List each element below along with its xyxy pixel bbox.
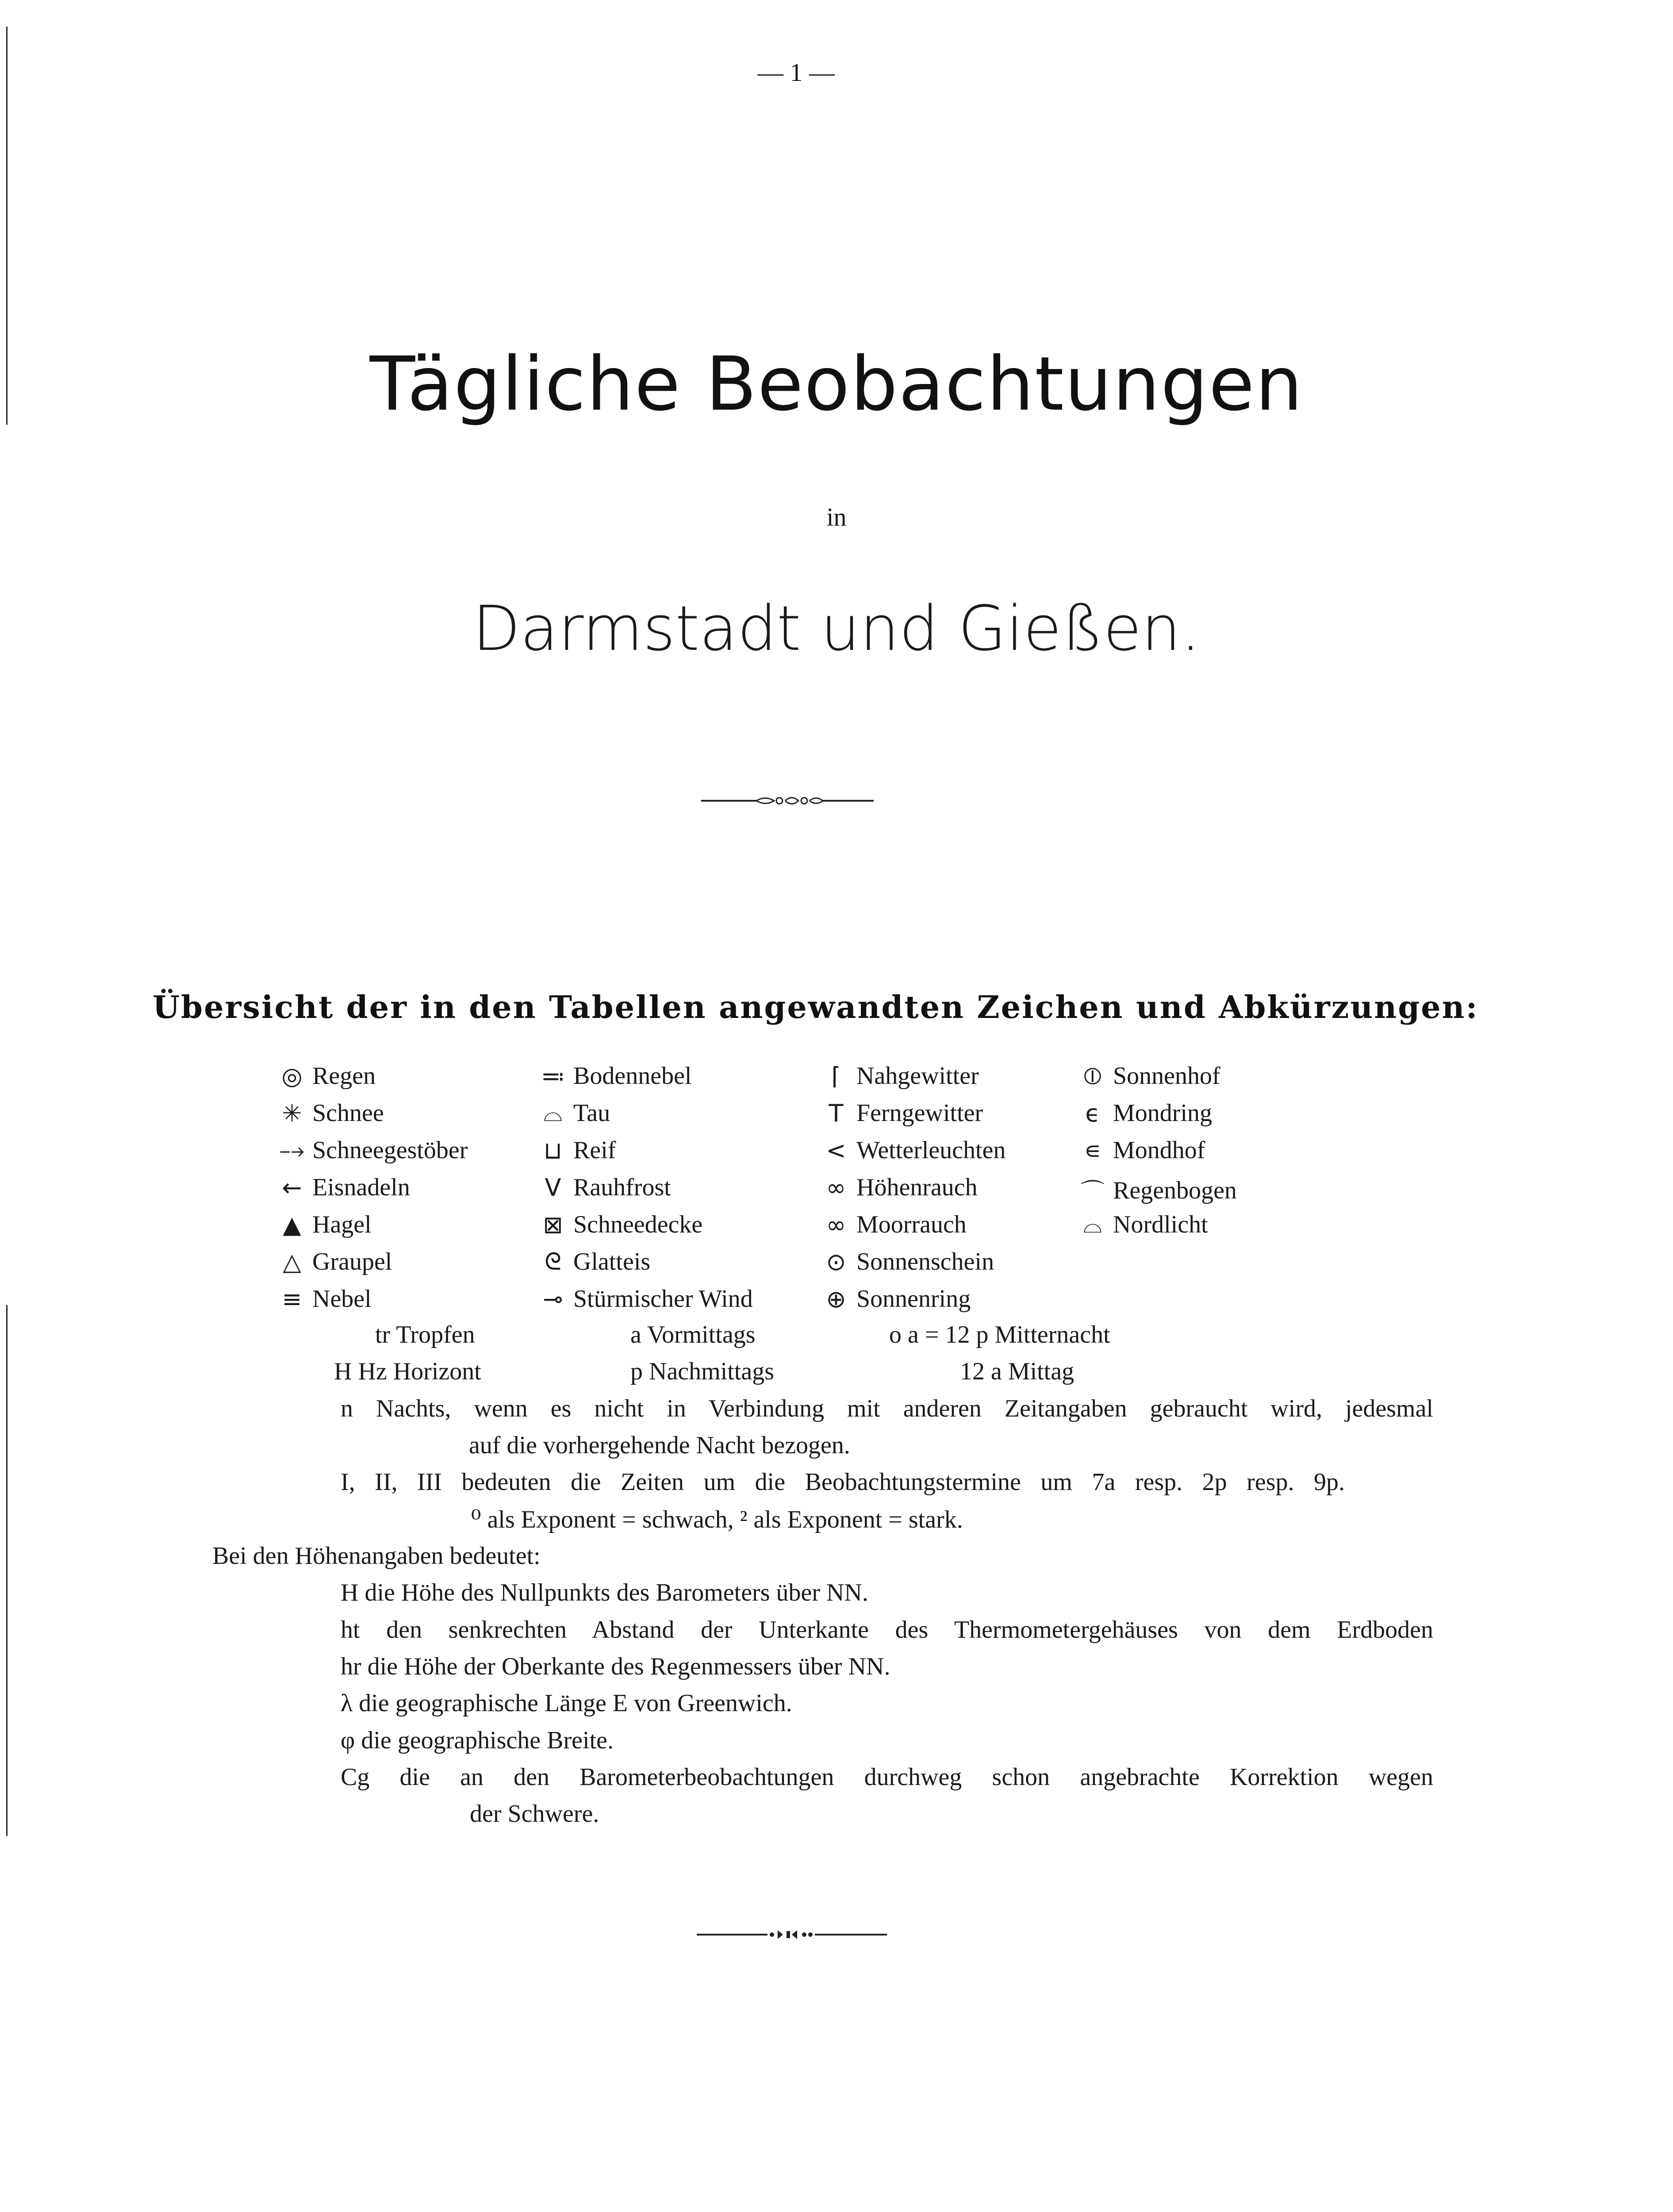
rime-icon: V (545, 1173, 561, 1202)
height-lambda: λ die geographische Länge E von Greenwich. (341, 1690, 792, 1717)
legend-entry (274, 1173, 410, 1202)
legend-entry (535, 1285, 753, 1313)
legend-label: Sonnenring (856, 1285, 971, 1313)
legend-entry (818, 1062, 979, 1090)
legend-entry (818, 1136, 1006, 1164)
height-cg-line1: Cg die an den Barometerbeobachtungen durchweg schon angebrachte Korrektion wegen (341, 1763, 1433, 1791)
ornament-divider (695, 1927, 889, 1943)
legend-label: Tau (573, 1099, 610, 1127)
legend-entry (1075, 1062, 1220, 1090)
title-connector: in (826, 503, 847, 531)
legend-entry (535, 1210, 702, 1239)
legend-label: Mondhof (1113, 1137, 1205, 1164)
legend-entry (1075, 1173, 1237, 1207)
height-phi: φ die geographische Breite. (341, 1727, 614, 1754)
hoarfrost-icon: ⊔ (543, 1136, 563, 1164)
legend-label: Wetterleuchten (856, 1137, 1006, 1164)
ice-needles-icon: ← (282, 1173, 302, 1202)
abbrev-tr: tr Tropfen (375, 1321, 475, 1348)
aurora-icon: ⌓ (1083, 1210, 1102, 1238)
fog-icon: ≡ (282, 1285, 302, 1313)
abbrev-p: p Nachmittags (630, 1358, 775, 1385)
legend-entry (274, 1062, 376, 1090)
haze-icon: ∞ (826, 1173, 846, 1202)
legend-label: Glatteis (573, 1248, 651, 1275)
hail-icon: ▲ (283, 1210, 301, 1239)
legend-label: Mondring (1113, 1099, 1212, 1127)
legend-entry (274, 1248, 392, 1276)
glaze-icon: ᘓ (544, 1248, 562, 1275)
moon-halo-icon: ∊ (1084, 1136, 1101, 1164)
height-hr: hr die Höhe der Oberkante des Regenmessers über NN. (341, 1653, 890, 1680)
legend-label: Sonnenhof (1113, 1062, 1220, 1090)
legend-label: Nahgewitter (856, 1062, 979, 1090)
rainbow-icon: ⌒ (1081, 1178, 1105, 1206)
overview-heading: Übersicht der in den Tabellen angewandten Zeichen und Abkürzungen: (153, 989, 1479, 1025)
sheet-lightning-icon: < (826, 1136, 846, 1164)
legend-entry (535, 1173, 671, 1202)
legend-label: Ferngewitter (856, 1099, 983, 1127)
legend-label: Regen (312, 1062, 376, 1090)
legend-entry (274, 1285, 372, 1313)
dew-icon: ⌓ (543, 1099, 563, 1127)
abbrev-oa: o a = 12 p Mitternacht (889, 1321, 1110, 1348)
sunshine-icon: ⊙ (826, 1248, 846, 1276)
abbrev-a: a Vormittags (630, 1321, 756, 1348)
legend-label: Rauhfrost (573, 1174, 671, 1201)
legend-entry (274, 1099, 384, 1127)
legend-entry (818, 1210, 967, 1239)
gale-icon: ⊸ (543, 1285, 563, 1313)
legend-label: Hagel (312, 1211, 372, 1238)
note-nachts-line2: auf die vorhergehende Nacht bezogen. (469, 1432, 850, 1459)
legend-label: Schnee (312, 1099, 384, 1127)
legend-entry (818, 1285, 971, 1313)
snow-icon: ✳ (282, 1099, 302, 1127)
place-subtitle: Darmstadt und Gießen. (472, 593, 1201, 665)
note-roman-numerals: I, II, III bedeuten die Zeiten um die Beobachtungstermine um 7a resp. 2p resp. 9p. (341, 1468, 1345, 1496)
legend-entry (535, 1248, 650, 1276)
legend-label: Regenbogen (1113, 1176, 1237, 1204)
legend-entry (274, 1136, 468, 1164)
legend-entry (1075, 1210, 1208, 1239)
height-ht: ht den senkrechten Abstand der Unterkante des Thermometergehäuses von dem Erdboden (341, 1616, 1433, 1644)
legend-label: Graupel (312, 1248, 392, 1275)
legend-label: Stürmischer Wind (573, 1285, 753, 1313)
height-H: H die Höhe des Nullpunkts des Barometers über NN. (341, 1579, 868, 1606)
legend-entry (818, 1173, 978, 1202)
legend-entry (535, 1136, 616, 1164)
snow-cover-icon: ⊠ (543, 1210, 563, 1239)
graupel-icon: △ (283, 1248, 301, 1276)
legend-label: Höhenrauch (856, 1174, 978, 1201)
ornament-divider (699, 792, 876, 810)
near-thunderstorm-icon: ⌈ (831, 1062, 841, 1090)
legend-label: Nordlicht (1113, 1211, 1208, 1238)
page-title: Tägliche Beobachtungen (369, 341, 1304, 427)
distant-thunderstorm-icon: T (829, 1099, 844, 1127)
ground-fog-icon: ≕ (541, 1062, 565, 1090)
sun-halo-icon: ⦶ (1084, 1062, 1101, 1090)
legend-label: Sonnenschein (856, 1248, 994, 1275)
legend-label: Nebel (312, 1285, 372, 1313)
note-nachts-line1: n Nachts, wenn es nicht in Verbindung mit anderen Zeitangaben gebraucht wird, jedesmal (341, 1395, 1433, 1422)
legend-label: Reif (573, 1137, 616, 1164)
heights-intro: Bei den Höhenangaben bedeutet: (212, 1542, 541, 1570)
legend-entry (274, 1210, 372, 1239)
legend-entry (818, 1099, 983, 1127)
rain-icon: ◎ (281, 1062, 303, 1090)
legend-entry (535, 1099, 610, 1127)
abbrev-hz: H Hz Horizont (334, 1358, 481, 1385)
moor-smoke-icon: ∞ (826, 1210, 846, 1239)
page-number: — 1 — (758, 58, 835, 87)
scan-edge-mark (6, 1305, 8, 1836)
abbrev-12a: 12 a Mittag (960, 1358, 1074, 1385)
legend-entry (535, 1062, 691, 1090)
legend-entry (818, 1248, 994, 1276)
moon-ring-icon: ϵ (1085, 1099, 1100, 1127)
legend-label: Bodennebel (573, 1062, 692, 1090)
height-cg-line2: der Schwere. (470, 1800, 599, 1828)
note-exponent: ⁰ als Exponent = schwach, ² als Exponent = stark. (471, 1506, 963, 1533)
legend-label: Schneegestöber (312, 1137, 468, 1164)
sun-ring-icon: ⊕ (826, 1285, 846, 1313)
legend-entry (1075, 1099, 1212, 1127)
legend-entry (1075, 1136, 1205, 1164)
legend-label: Moorrauch (856, 1211, 967, 1238)
legend-label: Schneedecke (573, 1211, 703, 1238)
snowstorm-icon: ⤍ (279, 1136, 305, 1164)
legend-label: Eisnadeln (312, 1174, 410, 1201)
